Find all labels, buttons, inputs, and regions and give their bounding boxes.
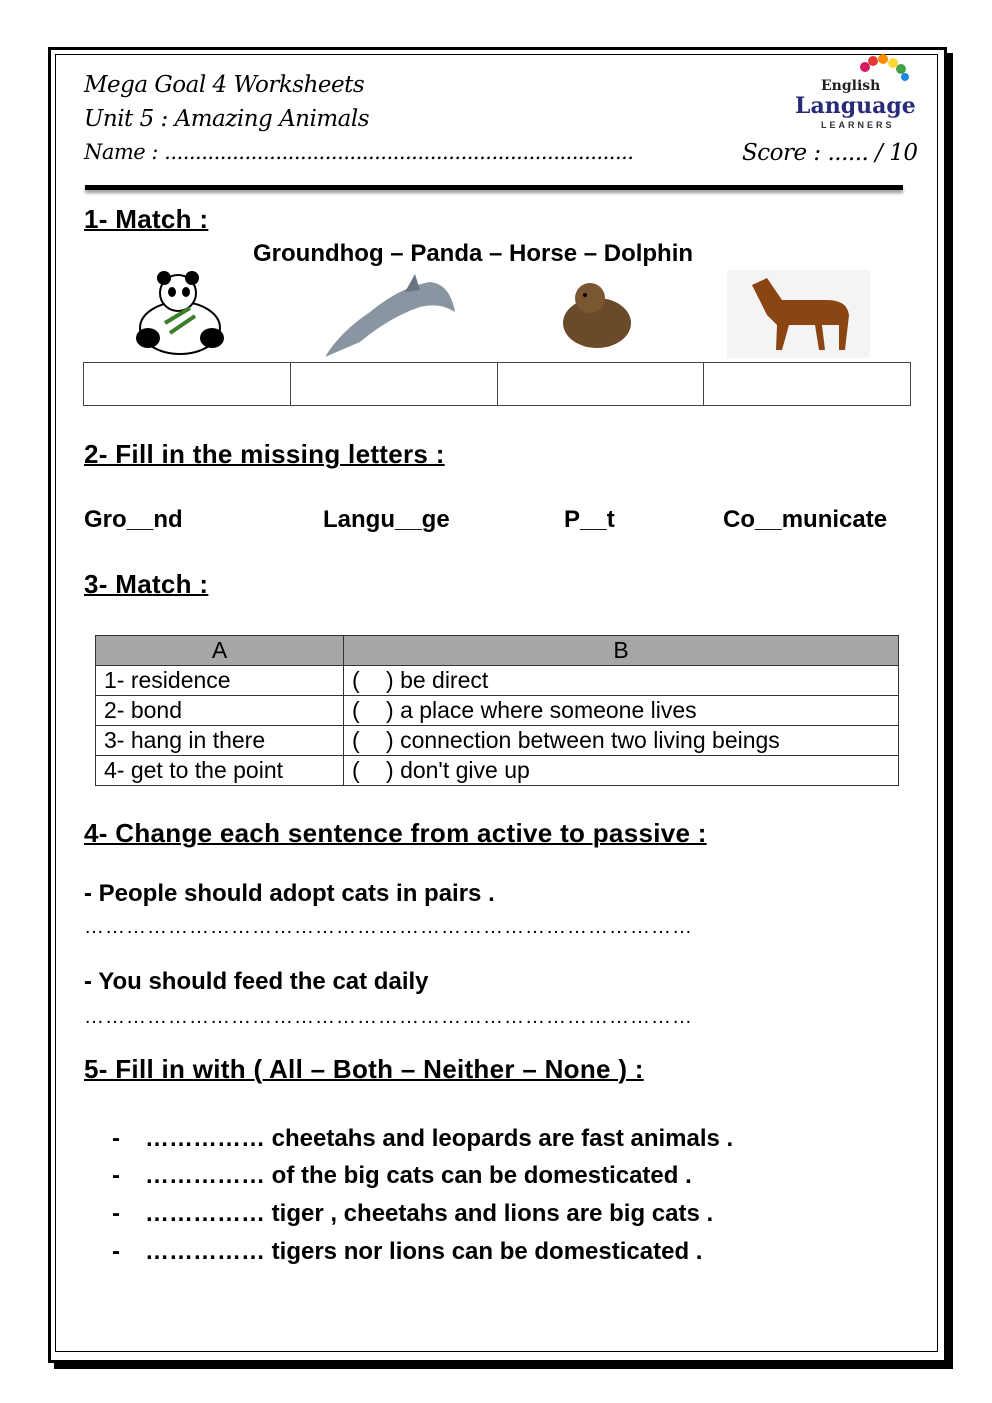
section-1-title: 1- Match : (84, 204, 209, 234)
section-2-title: 2- Fill in the missing letters : (84, 439, 445, 469)
blank[interactable]: …………… (145, 1238, 265, 1265)
header-divider (85, 185, 903, 190)
fill-sentence: tigers nor lions can be domesticated . (271, 1238, 703, 1265)
table-row (96, 666, 899, 696)
definition-text: be direct (400, 667, 489, 693)
definition (344, 756, 899, 786)
missing-letters-word: Gro__nd (84, 506, 183, 533)
fill-item (145, 1238, 702, 1266)
panda-image (130, 268, 230, 358)
answer-box[interactable] (84, 363, 291, 405)
section-5-title: 5- Fill in with ( All – Both – Neither – None ) : (84, 1054, 644, 1084)
answer-line[interactable]: …………………………………………………………………………… (84, 916, 693, 938)
fill-sentence: of the big cats can be domesticated . (271, 1162, 692, 1189)
answer-blank[interactable] (352, 756, 386, 785)
paren-close: ) (386, 727, 394, 753)
answer-blank[interactable] (352, 726, 386, 755)
term: 2- bond (96, 696, 344, 726)
paren-open: ( (352, 697, 360, 723)
paren-close: ) (386, 697, 394, 723)
bullet-dash: - (112, 1125, 120, 1152)
horse-image (727, 270, 870, 358)
score-field: Score : ...... / 10 (742, 140, 918, 166)
paren-open: ( (352, 727, 360, 753)
logo-text-learners: LEARNERS (821, 120, 895, 130)
answer-box[interactable] (704, 363, 910, 405)
table-header-row (96, 636, 899, 666)
definition (344, 726, 899, 756)
english-language-learners-logo (795, 55, 920, 133)
paren-close: ) (386, 667, 394, 693)
fill-item (145, 1125, 733, 1153)
blank[interactable]: …………… (145, 1125, 265, 1152)
active-sentence: - People should adopt cats in pairs . (84, 880, 495, 907)
missing-letters-word: P__t (564, 506, 615, 533)
paren-close: ) (386, 757, 394, 783)
word-bank: Groundhog – Panda – Horse – Dolphin (253, 240, 694, 267)
paren-open: ( (352, 667, 360, 693)
bullet-dash: - (112, 1162, 120, 1189)
answer-boxes (83, 362, 911, 406)
table-row (96, 756, 899, 786)
column-a-header: A (96, 636, 344, 666)
active-sentence: - You should feed the cat daily (84, 968, 429, 995)
missing-letters-word: Co__municate (723, 506, 888, 533)
blank[interactable]: …………… (145, 1162, 265, 1189)
worksheet-title: Mega Goal 4 Worksheets (84, 72, 365, 98)
answer-blank[interactable] (352, 666, 386, 695)
logo-text-language: Language (795, 93, 916, 119)
logo-text-english: English (821, 78, 881, 94)
definition-text: don't give up (400, 757, 530, 783)
definition (344, 666, 899, 696)
table-row (96, 726, 899, 756)
definition-text: connection between two living beings (400, 727, 780, 753)
blank[interactable]: …………… (145, 1200, 265, 1227)
table-row (96, 696, 899, 726)
answer-line[interactable]: …………………………………………………………………………… (84, 1006, 693, 1028)
bullet-dash: - (112, 1200, 120, 1227)
fill-item (145, 1200, 713, 1228)
definition-text: a place where someone lives (400, 697, 697, 723)
paren-open: ( (352, 757, 360, 783)
term: 4- get to the point (96, 756, 344, 786)
column-b-header: B (344, 636, 899, 666)
fill-item (145, 1162, 692, 1190)
term: 3- hang in there (96, 726, 344, 756)
section-3-title: 3- Match : (84, 569, 209, 599)
missing-letters-word: Langu__ge (323, 506, 450, 533)
answer-box[interactable] (291, 363, 498, 405)
dolphin-image (320, 272, 460, 360)
hands-icon (795, 51, 920, 81)
section-4-title: 4- Change each sentence from active to passive : (84, 818, 707, 848)
match-table (95, 635, 899, 786)
fill-sentence: cheetahs and leopards are fast animals . (271, 1125, 734, 1152)
answer-box[interactable] (498, 363, 705, 405)
term: 1- residence (96, 666, 344, 696)
unit-title: Unit 5 : Amazing Animals (84, 106, 370, 132)
answer-blank[interactable] (352, 696, 386, 725)
fill-sentence: tiger , cheetahs and lions are big cats . (271, 1200, 714, 1227)
bullet-dash: - (112, 1238, 120, 1265)
name-field[interactable]: Name : ............................................................................ (84, 140, 634, 164)
groundhog-image (555, 278, 640, 350)
definition (344, 696, 899, 726)
